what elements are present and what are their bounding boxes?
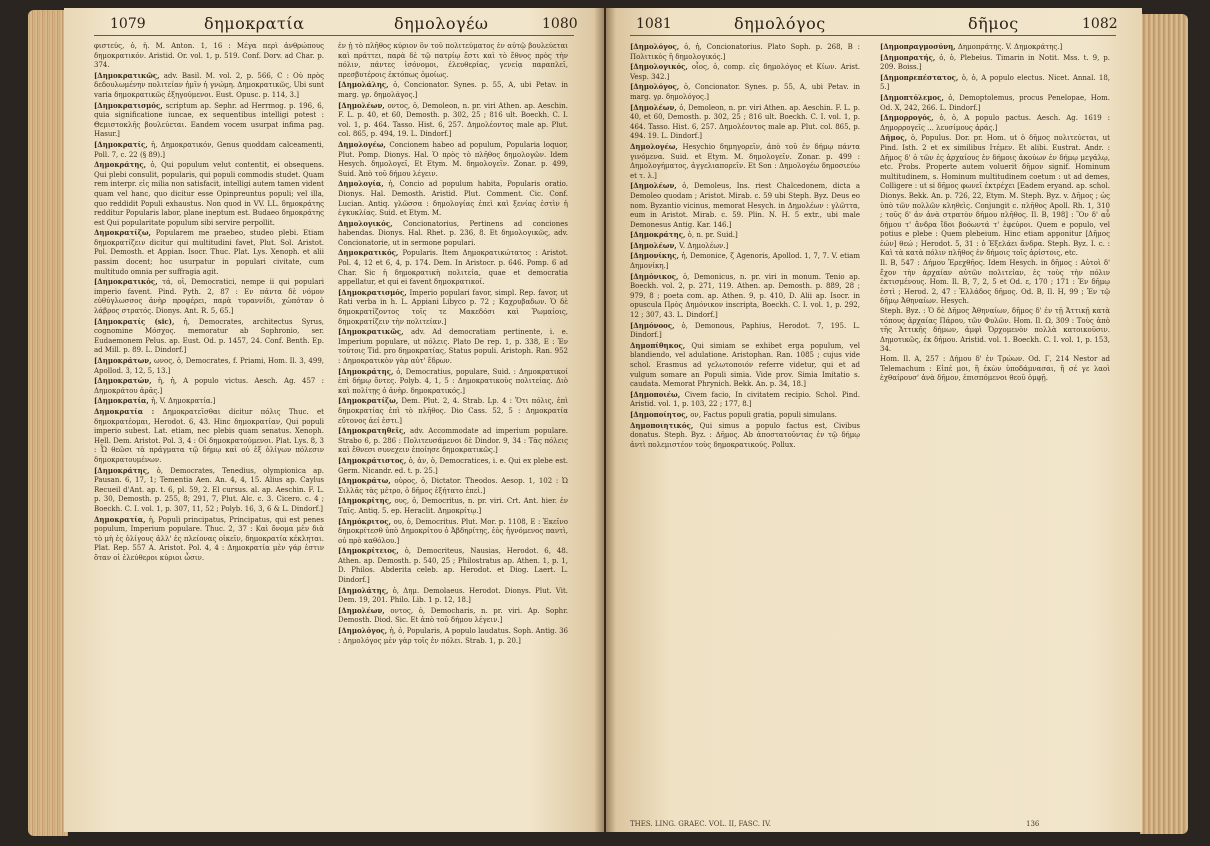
entry-text: ἡ, Demonice, ζ Agenoris, Apollod. 1, 7, 7. V. etiam Δημονίκη.] bbox=[630, 252, 860, 271]
entry-text: ὁ, Concionator. Synes. p. 55, A, ubi Petav. in marg. γρ. δημολάγος.] bbox=[338, 81, 568, 99]
entry-text: ου, ὁ, Democritus. Plut. Mor. p. 1108, E : Ἐκεῖνο δημοκρίτεσθ ὑπὸ Δημοκρίτου ὁ Ἀβδηρίτης, ἐὸς ἠγνόμενος παντὶ, οὐ πρὸ καθόλου.] bbox=[338, 517, 568, 545]
entry-lemma: [Δημόκριτος, bbox=[338, 516, 391, 526]
entry-text: ον, Factus populi gratia, populi simulans. bbox=[690, 410, 837, 419]
dictionary-entry bbox=[338, 248, 568, 287]
right-page-edges bbox=[1140, 14, 1188, 834]
right-page bbox=[606, 8, 1142, 832]
entry-lemma: [Δημολέων, bbox=[630, 240, 677, 250]
entry-lemma: [Δημοκρατών, bbox=[94, 376, 152, 386]
page-number: 1080 bbox=[542, 16, 578, 32]
running-headword: δημολόγος bbox=[734, 14, 826, 33]
entry-lemma: [Δημοπτόλεμος, bbox=[880, 92, 944, 102]
dictionary-entry bbox=[338, 586, 568, 606]
dictionary-entry bbox=[630, 103, 860, 142]
entry-text: Steph. Byz. : Ὁ δὲ Δῆμος Ἀθηναίων, δῆμος δ' ἐν τῇ Ἀττικῇ κατὰ τόπους ἀρχαίας Πάρου, τῶν Φυλῶν. Hom. Il. Ω, 309 : Τοὺς ἀπὸ τῆς Ἀττικῆς δήμων, ἀμφὶ Ὀρχομενὸν πολλὰ κατοικοῦσιν. Δημοτικῶς, ἐκ δήμου. Aristid. vol. 1. Boeckh. C. I. vol. 1, p. 153, 34. bbox=[880, 307, 1110, 354]
running-headword: δημολογέω bbox=[394, 14, 489, 33]
entry-lemma: [Δημολογικός, bbox=[630, 62, 688, 72]
entry-text: ὁ, Democratius, populare, Suid. : Δημοκρατικοί ἐπὶ δήμῳ ὄντες. Polyb. 4, 1, 5 : Δημοκρατικοὺς πολιτείας. Διὸ καὶ πολίτῃς ὁ ἀνὴρ. δημοκρατικός.] bbox=[338, 367, 568, 395]
entry-text: Civem facio, In civitatem recipio. Schol. Pind. Aristid. vol. 1, p. 103, 22 ; 177, 8.] bbox=[630, 390, 860, 409]
dictionary-entry bbox=[880, 133, 1110, 259]
entry-lemma: [Δημολόγος, bbox=[630, 42, 680, 51]
entry-lemma: [Δημοκρατίζω, bbox=[338, 396, 399, 406]
entry-lemma: [Δημοκρατία, bbox=[94, 396, 149, 406]
dictionary-entry bbox=[338, 396, 568, 426]
entry-text: ωνος, ὁ, Democrates, f. Priami, Hom. Il. 3, 499, Apollod. 3, 12, 5, 13.] bbox=[94, 357, 324, 375]
entry-text: adv. Basil. M. vol. 2, p. 566, C : Οὐ πρὸς δεδουλωμένην πολιτείαν ἡμῖν ἡ γνώμη. Δημοκρατικῶς, Ubi sunt varia δημοκρατικῶς ἐξηγούμενοι. Eust. Opusc. p. 114, 3.] bbox=[94, 71, 324, 99]
entry-lemma: Δημοκρατίζω, bbox=[94, 228, 151, 238]
dictionary-entry bbox=[94, 396, 324, 407]
entry-text: ὁ, Democrates, Tenedius, olympionica ap. Pausan. 6, 17, 1; Tementia Aen. An. 4, 4, 15. Alius ap. Caylus Recueil d'Ant. ap. t. 6, pl. 59, 2. El cursus. al. ap. Aeschin. F. L. p. 30, Demosth. p. 255, 8; 291, 7, Plut. Alc. c. 3. Cicero. c. 4 ; Boeckh. C. I. vol. 1, p. 307, 11, 52 ; Polyb. 16, 3, 6 & L. Dindorf.] bbox=[94, 466, 324, 513]
entry-lemma: [Δημοκρατισμός, bbox=[94, 100, 163, 110]
dictionary-entry bbox=[880, 259, 1110, 307]
dictionary-entry bbox=[880, 355, 1110, 384]
entry-lemma: [Δημονίκης, bbox=[630, 251, 679, 261]
header-rule bbox=[94, 35, 574, 36]
entry-text: Il. B, 547 : Δήμου Ἐρεχθῆος. Idem Hesych. in δῆμος : Αὐτοὶ δ' ἔχον τὴν ἀρχαίαν αὐτῶν πολιτείαν, ἐς τοὺς τὴν πόλιν ἐκτισμένους. Hom. Il. B, 7, 2, 5 et Od. ε, 170 ; 171 : Ἐν δῆμῳ ἐστὶ ; Herod. 2, 47 : Ἑλλάδος δῆμος. Od. B, Il. Η, 99 ; Ἐν τῷ δῆμῳ Ἀθηναίων. Hesych. bbox=[880, 259, 1110, 306]
dictionary-entry bbox=[94, 277, 324, 316]
dictionary-entry bbox=[630, 181, 860, 230]
dictionary-entry bbox=[630, 62, 860, 82]
entry-lemma: Δημολογέω, bbox=[630, 141, 678, 151]
entry-text: φιστεύς, ὁ, ἡ. M. Anton. 1, 16 : Μέγα περὶ ἀνθρώπους δημοκρατικόν. Aristid. Or. vol. 1, p. 519. Conf. Dorv. ad Char. p. 374. bbox=[94, 42, 324, 70]
entry-text: ὁ, ὁ, Plebeius. Timarin in Notit. Mss. t. 9, p. 209. Boiss.] bbox=[880, 53, 1110, 72]
entry-lemma: [Δημολάλης, bbox=[338, 80, 389, 90]
dictionary-entry bbox=[94, 160, 324, 228]
left-page bbox=[64, 8, 604, 832]
dictionary-entry bbox=[338, 288, 568, 327]
entry-lemma: Δημοπίθηκος, bbox=[630, 340, 686, 350]
entry-lemma: [Δημοκράτων, bbox=[94, 356, 152, 365]
entry-text: ὁ, Demoleon, n. pr. viri Athen. ap. Aeschin. F. L. p. 40, et 60, Demosth. p. 302, 25 ; 816 ult. Boeckh. C. I. vol. 1, p. 464. Tasso. Hist. 6, 257. Δημολέοντος male ap. Plut. col. 865, p. 494. 19. L. Dindorf.] bbox=[630, 103, 860, 141]
entry-text: ὁ, ἡ, Concionatorius. Plato Soph. p. 268, B : Πολιτικὸς ἢ δημολογικός.] bbox=[630, 43, 860, 61]
dictionary-entry bbox=[630, 321, 860, 341]
dictionary-entry bbox=[94, 101, 324, 140]
entry-text: Qui simiam se exhibet erga populum, vel blandiendo, vel adulatione. Aristophan. Ran. 1085 ; cujus vide schol. Erasmus ad γελωτοποιόν referre videtur, qui et ad vulgum somare an Populi simia. Vide prov. Simia Imitatio s. caudata. Memorat Phrynich. Bekk. An. p. 34, 18.] bbox=[630, 341, 860, 389]
dictionary-entry bbox=[338, 546, 568, 585]
entry-lemma: Δημολογικός, bbox=[338, 218, 393, 228]
entry-lemma: Δημοκράτης, bbox=[94, 160, 147, 170]
dictionary-entry bbox=[630, 241, 860, 252]
entry-lemma: Δημοκρατικός, bbox=[338, 248, 399, 258]
entry-text: ὁ, ὁ, A populo pactus. Aesch. Ag. 1619 : Δημορρογεῖς ... λευσίμους ἀράς.] bbox=[880, 114, 1110, 132]
dictionary-entry bbox=[94, 407, 324, 466]
entry-text: Concionatorius, Pertinens ad conciones habendas. Dionys. Hal. Rhet. p. 236, 8. Et δημολογικῶς, adv. Concionatorie, ut in sermone populari. bbox=[338, 219, 568, 247]
dictionary-entry bbox=[94, 140, 324, 160]
entry-text: ὁ, Demoptolemus, procus Penelopae, Hom. Od. X, 242, 266. L. Dindorf.] bbox=[880, 93, 1110, 112]
dictionary-entry bbox=[338, 42, 568, 80]
dictionary-entry bbox=[630, 341, 860, 390]
entry-text: οντος, ὁ, Demoleon, n. pr. viri Athen. ap. Aeschin. F. L. p. 40, et 60, Demosth. p. 302, 25 ; 816 ult. Boeckh. C. I. vol. 1, p. 464. Tasso. Hist. 6, 257. Δημολέοντος male ap. Plut. col. 865, p. 494, 19. L. Dindorf.] bbox=[338, 101, 568, 139]
entry-text: ὁ, n. pr. Suid.] bbox=[687, 231, 738, 240]
entry-lemma: [Δημολόγος, bbox=[338, 626, 388, 636]
entry-lemma: [Δημολέων, bbox=[630, 181, 677, 191]
entry-text: οντος, ὁ, Democharis, n. pr. viri. Ap. Sophr. Demosth. Diod. Sic. Et ἀπὸ τοῦ δήμου λέγειν.] bbox=[338, 606, 568, 625]
entry-text: ἡ, ἡ, A populo victus. Aesch. Ag. 457 : Δημοκράτου ἀρᾶς.] bbox=[94, 377, 324, 395]
entry-lemma: [Δημοπραγμοσύνη, bbox=[880, 42, 956, 51]
entry-text: scriptum ap. Sephr. ad Herrmog. p. 196, 6, quia significatione iuncae, ex sequentibus intelligi potest : Θεμιστοκλῆς βουλεύεται. Eandem vocem usurpat infima pag. Hasur.] bbox=[94, 101, 324, 139]
entry-lemma: Δημοποιητικός, bbox=[630, 420, 694, 430]
entry-text: οὐρος, ὁ, Dictator. Theodos. Aesop. 1, 102 : Ὡ Σιλλᾶς τὰς μέτρο, ὁ δῆμος ἐξήτατο ἐπεὶ.] bbox=[338, 477, 568, 495]
dictionary-entry bbox=[338, 140, 568, 179]
left-page-edges bbox=[28, 10, 68, 836]
entry-text: adv. Ad democratiam pertinente, i. e. Imperium populare, ut πόλεις. Plato De rep. 1, p. 338, E : Ἐν τούτοις Tid. pro δημοκρατίας, Status populi. Aristoph. Ran. 952 : Δημοκρατικὸν γὰρ αὐτ' ἔδρων. bbox=[338, 328, 568, 365]
entry-text: ἐν ᾗ τὸ πλῆθος κύριον ὂν τοῦ πολιτεύματος ἐν αὐτῷ βουλεύεται καὶ πράττει, παρὰ δὲ τῷ πατρίῳ ἔστι καὶ τὸ ἔθνος πρὸς τὴν πόλιν, πάντες ἰσόνομοι, ἐλευθερίας, γενείᾳ παραπλεῖ, πρεσβυτέροις ἐκτόπως ὁμοίως. bbox=[338, 42, 568, 79]
dictionary-entry bbox=[338, 517, 568, 547]
entry-text: V. Δημολέων.] bbox=[678, 241, 729, 250]
dictionary-entry bbox=[338, 496, 568, 516]
dictionary-entry bbox=[338, 219, 568, 249]
entry-lemma: Δημολογία, bbox=[338, 179, 384, 189]
text-column bbox=[338, 42, 568, 802]
entry-text: ὁ, Concionator. Synes. p. 55, A, ubi Petav. in marg. γρ. δημολόγος.] bbox=[630, 83, 860, 101]
entry-text: ὁ, Demonicus, n. pr. viri in monum. Tenio ap. Boeckh. vol. 2, p. 271, 119. Athen. ap. Demosth. p. 889, 28 ; 979, 8 ; poeta com. ap. Athen. 9, p. 410, D. Alii ap. Isocr. in opuscula Πρὸς Δημόνικον inscripta, Boeckh. C. I. vol. 1, p. 292, 12 ; 307, 43. L. Dindorf.] bbox=[630, 272, 860, 320]
entry-text: Δημοπράτης. V. Δημοκράτης.] bbox=[957, 43, 1063, 51]
entry-lemma: [Δημολόγος, bbox=[630, 82, 680, 92]
dictionary-entry bbox=[94, 356, 324, 376]
entry-lemma: Δημοκρατία : bbox=[94, 406, 155, 416]
entry-lemma: [Δημοκρατικῶς, bbox=[338, 327, 404, 337]
dictionary-entry bbox=[630, 390, 860, 410]
dictionary-entry bbox=[880, 42, 1110, 53]
page-number: 1082 bbox=[1082, 16, 1118, 32]
entry-lemma: [Δημοκράτω, bbox=[338, 476, 391, 486]
dictionary-entry bbox=[630, 410, 860, 421]
entry-lemma: Δημολογέω, bbox=[338, 139, 386, 149]
entry-lemma: [Δημορρογός, bbox=[880, 113, 934, 123]
dictionary-entry bbox=[630, 42, 860, 62]
dictionary-entry bbox=[94, 376, 324, 396]
entry-text: Δημοκρατεῖσθαι dicitur πόλις Thuc. et δημοκρατέομαι, Herodot. 6, 43. Hinc δημοκρατίαν, Qui populi imperio subest. Lat. etiam, nec plebis quam senatus. Xenoph. Hell. Dem. Aristot. Pol. 3, 4 : Οἱ δημοκρατούμενοι. Plat. Lys. 8, 3 : Ὦ θεῶσι τὰ πράγματα τῷ δήμῳ καὶ οὐ ἐξ ὀλίγων πόλεσιν δημοκρατουμένων. bbox=[94, 407, 324, 464]
entry-lemma: Δῆμος, bbox=[880, 133, 908, 143]
dictionary-entry bbox=[630, 82, 860, 102]
entry-lemma: [Δημοκράτης, bbox=[630, 230, 686, 240]
entry-text: ὁ, Qui populum velut contentit, ei obsequens. Qui plebi consulit, popularis, qui populi commodis studet. Quam rem interpr. εἰς milia non satisfacit, intelligi autem tamen vident quam vel hanc, quo dicitur esse Opinpreuntus populi; vel illa, quo reddidit Populi exhaustus. Non quod in VV. LL. δημοκράτης redditur Popularis labor, plane ineptum est. Budaeo δημοκράτης est Qui popularitate populum sibi servire perpollit. bbox=[94, 161, 324, 227]
entry-text: ὁ, Demonous, Paphius, Herodot. 7, 195. L. Dindorf.] bbox=[630, 321, 860, 340]
dictionary-entry bbox=[338, 179, 568, 218]
entry-lemma: [Δημοπρεπέστατος, bbox=[880, 72, 959, 82]
entry-lemma: [Δημοκρατίς, bbox=[94, 139, 148, 149]
dictionary-entry bbox=[94, 515, 324, 564]
dictionary-entry bbox=[338, 101, 568, 140]
entry-lemma: [Δημοκρατηθεῖς, bbox=[338, 426, 406, 436]
dictionary-entry bbox=[630, 142, 860, 181]
entry-lemma: [Δημοκρίτης, bbox=[338, 496, 392, 506]
dictionary-entry bbox=[94, 71, 324, 101]
entry-text: Qui simus a populo factus est, Civibus donatus. Steph. Byz. : Δῆμος. Ab ἀποστατοῦντας ἐν τῷ δήμῳ ἀντὶ πολεμιστέον τοὺς δημοκρατικούς. Pollux. bbox=[630, 421, 860, 449]
entry-text: Concionem habeo ad populum, Popularia loquor, Plut. Pomp. Dionys. Hal. Ὁ πρὸς τὸ πλῆθος δημολογῶν. Idem Hesych. δημολογεῖ, Et Etym. M. δημολογεῖν. Zonar. p. 499, Suid. Ἀπὸ τοῦ δήμου λέγειν. bbox=[338, 140, 568, 178]
entry-text: ἡ, Democrates, architectus Syrus, cognomine Μόσχος. memoratur ab Sophronio, ser. Eudaemonem Pelus. ap. Eust. Od. p. 1457, 24. Conf. Benth. Ep. ad Mill. p. 89. L. Dindorf.] bbox=[94, 317, 324, 355]
entry-lemma: [Δημολέων, bbox=[338, 100, 385, 110]
entry-text: ἡ, V. Δημοκρατία.] bbox=[151, 397, 216, 406]
text-column bbox=[880, 42, 1110, 802]
page-number: 1081 bbox=[636, 16, 672, 32]
entry-text: ὁ, Δημ. Demolaeus. Herodot. Dionys. Plut. Vit. Dem. 19, 201. Philo. Lib. 1 p. 12, 18.] bbox=[338, 586, 568, 605]
entry-text: ὁ, Democriteus, Nausias, Herodot. 6, 48. Athen. ap. Demosth. p. 540, 25 ; Philostratus ap. Athen. 1, p. 1, D. Philos. Abderita celeb. ap. Herodot. et Diog. Laert. L. Dindorf.] bbox=[338, 547, 568, 585]
dictionary-entry bbox=[338, 626, 568, 646]
dictionary-entry bbox=[880, 113, 1110, 133]
dictionary-entry bbox=[880, 307, 1110, 355]
entry-text: ὁ, Demoleus, Ins. riest Chalcedonem, dicta a Demoleo quodam ; Aristot. Mirab. c. 59 ubi Steph. Byz. Deus eo nom. Byzantio vicinus, memorat Hesych. in Δημολέων : γλῶττα, eum in Aristot. Mirab. c. 59. Plin. N. H. 5 extr., ubi male Demonesus Antig. Kar. 146.] bbox=[630, 182, 860, 229]
dictionary-entry bbox=[880, 73, 1110, 93]
entry-text: Hesychio δημηγορεῖν, ἀπὸ τοῦ ἐν δήμῳ πάντα γινόμενα. Suid. et Etym. M. δημολογεῖν. Zonar. p. 499 : Δημολογήματος, ἀγγελιαπορεῖν. Et Son : Δημολογέω δημοσιεύω et τ. λ.] bbox=[630, 142, 860, 180]
dictionary-entry bbox=[338, 367, 568, 397]
dictionary-entry bbox=[94, 228, 324, 277]
dictionary-entry bbox=[94, 466, 324, 515]
entry-lemma: [Δημοκρατικός, bbox=[94, 277, 158, 287]
entry-lemma: [Δημοκρατίς (sic), bbox=[94, 316, 175, 326]
dictionary-entry bbox=[338, 327, 568, 366]
entry-text: ἡ, ὁ, Popularis, A populo laudatus. Soph. Antig. 36 : Δημολόγος μὲν γὰρ τοῖς ἐν πόλει. Strab. 1, p. 20.] bbox=[338, 627, 568, 645]
entry-text: Popularis. Item Δημοκρατικώτατος : Aristot. Pol. 4, 12 et 6, 4, p. 174. Dem. In Aristocr. p. 646. Pomp. 6 ad Char. Sic ἡ δημοκρατικὴ πολιτεία, quae et democratia appellatur, et qui ei favent δημοκρατικοί. bbox=[338, 249, 568, 287]
dictionary-entry bbox=[338, 426, 568, 456]
entry-text: Popularem me praebeo, studeo plebi. Etiam δημοκρατίζειν dicitur qui multitudini favet, Plut. Sol. Aristot. Pol. Demosth. et Appian. Isocr. Thuc. Plat. Lys. Xenoph. et alii passim docent; hoc usurpatur in populari civitate, cum multitudo omnia per suffragia agit. bbox=[94, 229, 324, 276]
entry-lemma: [Δημοκρατισμός, bbox=[338, 287, 407, 297]
entry-text: τά, οἱ, Democratici, nempe ii qui populari imperio favent. Pind. Pyth. 2, 87 : Εν πάντα δὲ νόμον εὐθύγλωσσος ἀνὴρ προφέρει, παρὰ τυραννίδι, χὡπόταν ὁ λάβρος στρατός. Dionys. Ant. R. 5, 65.] bbox=[94, 278, 324, 316]
entry-lemma: [Δημοκρίτειος, bbox=[338, 546, 399, 556]
entry-text: ὁ, ὁ, A populo electus. Nicet. Annal. 18, 5.] bbox=[880, 73, 1110, 92]
entry-text: ἡ, Δημοκρατικόν, Genus quoddam calceamenti, Poll. 7, c. 22 (§ 89).] bbox=[94, 140, 324, 159]
dictionary-entry bbox=[338, 476, 568, 496]
entry-lemma: [Δημόνοος, bbox=[630, 320, 675, 330]
entry-text: ὁ, ἀν, ὁ, Democratices, i. e. Qui ex plebe est. Germ. Nicandr. ed. t. p. 25.] bbox=[338, 456, 568, 475]
text-column bbox=[630, 42, 860, 802]
signature-line: THES. LING. GRAEC. VOL. II, FASC. IV. bbox=[630, 820, 772, 828]
entry-lemma: [Δημοποίητος, bbox=[630, 409, 688, 419]
entry-lemma: [Δημοκρατικῶς, bbox=[94, 70, 160, 80]
dictionary-entry bbox=[630, 272, 860, 321]
dictionary-entry bbox=[338, 456, 568, 476]
entry-text: ἡ, Populi principatus, Principatus, qui est penes populum, Imperium populare. Thuc. 2, 37 : Καὶ ὄνομα μὲν διὰ τὸ μὴ ἐς ὀλίγους ἀλλ' ἐς πλείονας οἰκεῖν, δημοκρατία κέκληται. Plat. Rep. 557 A. Aristot. Pol. 4, 4 : Δημοκρατία μὲν γάρ ἐστιν ὅταν οἱ ἐλεύθεροι κύριοι ὦσιν. bbox=[94, 515, 324, 562]
running-headword: δημοκρατία bbox=[204, 14, 305, 33]
header-rule bbox=[630, 35, 1116, 36]
entry-text: ὁ, Populus. Dor. pr. Hom. ut ὁ δῆμος πολιτεύεται, ut Pind. Isth. 2 et ex similibus Ιτέμεν. Et alibi. Eustrat. Andr. : Δῆμος δ' ὁ τῶν ἐς ἀρχαίους ἐν δήμοις ἀκούων ἐν δήμῳ μεγάλῳ, etc. Probs. Properte autem voluerit δῆμον signif. Hominum multitudinem, s. Hominum multitudinem coetum : ut ad demes, Colligere : ut si δῆμος φωνεῖ ἐκτρέχει [Eadem eryand. ap. schol. Dionys. Bekk. An. p. 726, 22, Etym. M. Steph. Byz. v. Δῆμος ; ὡς ὑπὸ τῶν πολλῶν κληθεὶς. Conjungit c. πλῆθος Apoll. Rh. 1, 310 ; τοῦς δ' ἀν ἀνὰ στρατὸν δήμου πλῆθος. Il. B, 198] : Ὃν δ' αὖ δήμου τ' ἄνδρα ἴδοι βοόωντά τ' ἐφεύροι. Quem e populo, vel potius e plebe : Quem plebeium. Hinc etiam apponitur [Δῆμος ἐών] θεώ ; Herodot. 5, 31 : ὁ Ἐξελάει ἄνδρα. Steph. Byz. I. c. : Καὶ τὰ κατὰ πόλιν πλῆθος ἐν δήμοις τοῖς ἀρίστοις, etc. bbox=[880, 134, 1110, 258]
dictionary-entry bbox=[94, 317, 324, 356]
dictionary-entry bbox=[630, 421, 860, 451]
entry-lemma: [Δημόνικος, bbox=[630, 271, 679, 281]
dictionary-entry bbox=[630, 230, 860, 241]
entry-lemma: [Δημοποιέω, bbox=[630, 389, 681, 399]
dictionary-entry bbox=[630, 251, 860, 271]
entry-text: οἷος, ὁ, comp. εἰς δημολόγος et Kίων. Arist. Vesp. 342.] bbox=[630, 63, 860, 81]
entry-lemma: Δημοκρατία, bbox=[94, 514, 146, 524]
dictionary-entry bbox=[338, 606, 568, 626]
entry-lemma: [Δημοκράτης, bbox=[94, 465, 150, 475]
entry-lemma: [Δημολέων, bbox=[338, 605, 385, 615]
entry-text: adv. Accommodate ad imperium populare. Strabo 6, p. 286 : Πολιτευσάμενοι δὲ Dindor. 9, 34 : Τὰς πόλεις καὶ ἔθνεσι συνεχειν ἐποίησε δημοκρατικῶς.] bbox=[338, 427, 568, 455]
entry-lemma: [Δημοκράτιστος, bbox=[338, 455, 407, 465]
entry-text: Hom. Il. A, 257 : Δήμου δ' ἐν Τρώων. Od. Γ, 214 Nestor ad Telemachum : Εἰπέ μοι, ἢ ἑκὼν ὑποδάμνασαι, ἤ σέ γε λαοὶ ἐχθαίρουσ' ἀνὰ δῆμον, ἐπισπόμενοι θεοῦ ὀμφῇ. bbox=[880, 355, 1110, 383]
entry-text: Imperio populari favor, simpl. Rep. favor, ut Rati verba in h. L. Appiani Libyco p. 72 ; Καχρυβαδων. Ὁ δὲ δημοκρατίζοντος τοῖς τε Μακεδόσι καὶ Ῥωμαίοις, δημοκρατίζειν τὴν πολιτείαν.] bbox=[338, 288, 568, 326]
entry-lemma: [Δημολέων, bbox=[630, 102, 677, 112]
running-headword: δῆμος bbox=[968, 14, 1019, 33]
entry-text: ους, ὁ, Democritus, n. pr. viri. Crt. Ant. hier. ἐν Ταῖς. Antiq. 5. ep. Heraclit. Δημοκρίτῳ.] bbox=[338, 497, 568, 515]
entry-lemma: [Δημολάτης, bbox=[338, 585, 389, 595]
entry-text: Dem. Plut. 2, 4. Strab. Lp. 4 : Ὅτι πόλις, ἐπὶ δημοκρατίας ἐπὶ τὸ πλῆθος. Dio Cass. 52, 5 : Δημοκρατία εὔτονος ἀεί ἐστι.] bbox=[338, 397, 568, 425]
entry-lemma: [Δημοκράτης, bbox=[338, 366, 394, 376]
signature-number: 136 bbox=[1026, 820, 1040, 828]
entry-text: ἡ, Concio ad populum habita, Popularis oratio. Dionys. Hal. Demosth. Aristid. Plut. Comment. Cic. Conf. Lucian. Antiq. γλῶσσα : δημολογίας ἐπεὶ καὶ ξενίας ἐστὶν ἡ ἐγκυκλίας. Suid. et Etym. M. bbox=[338, 180, 568, 218]
dictionary-entry bbox=[880, 53, 1110, 73]
text-column bbox=[94, 42, 324, 802]
dictionary-entry bbox=[338, 80, 568, 100]
entry-lemma: [Δημοπρατής, bbox=[880, 52, 936, 62]
book-gutter bbox=[594, 8, 616, 832]
dictionary-entry bbox=[880, 93, 1110, 113]
dictionary-entry bbox=[94, 42, 324, 71]
page-number: 1079 bbox=[110, 16, 146, 32]
